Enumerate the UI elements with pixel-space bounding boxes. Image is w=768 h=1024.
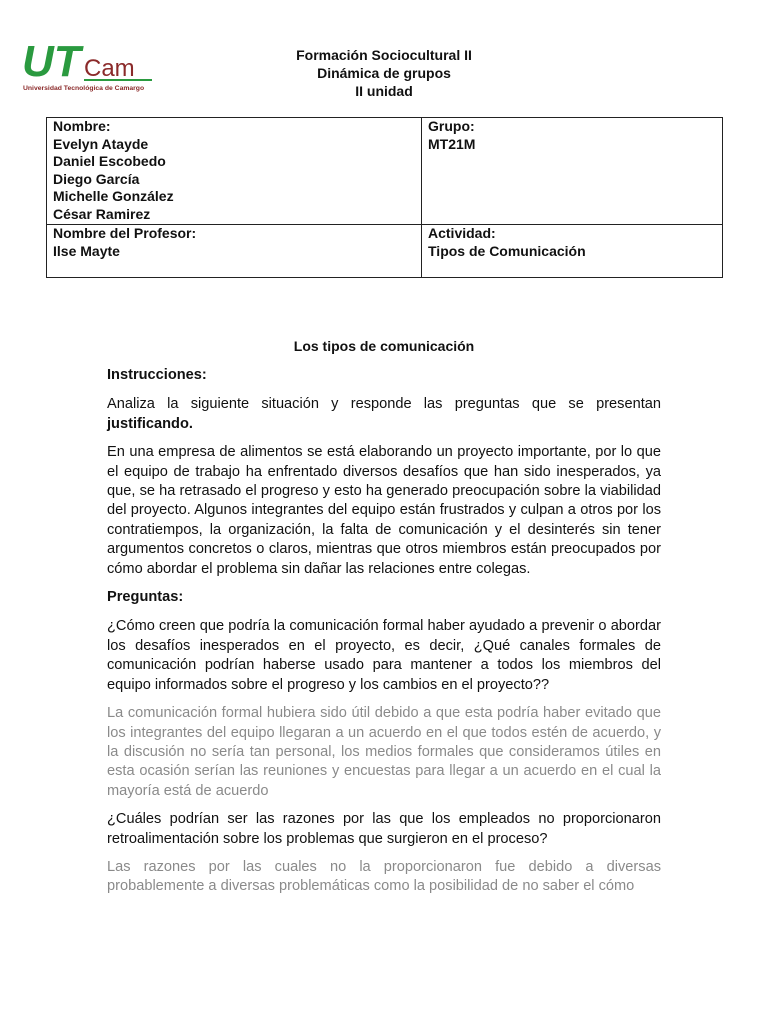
logo-ut-text: UT [22,38,81,86]
instructions-paragraph [107,395,661,434]
instructions-text: Analiza la siguiente situación y responde las preguntas que se presentan [107,396,661,413]
student-name: Evelyn Atayde [53,135,149,152]
nombre-label: Nombre: [53,118,111,134]
grupo-value: MT21M [428,135,476,152]
grupo-cell [422,118,723,225]
document-title: Los tipos de comunicación [293,338,475,354]
course-unit: II unidad [355,83,413,99]
info-row-teacher [47,225,723,278]
questions-heading: Preguntas: [107,589,184,606]
student-name: Michelle González [53,188,174,205]
question-1: ¿Cómo creen que podría la comunicación formal haber ayudado a prevenir o abordar los desafíos inesperados en el proyecto, es decir, ¿Qué canales formales de comunicación podrían haberse usado para mantener a todos los miembros del equipo informados sobre el progreso y los cambios en el proyecto?? [107,618,661,693]
profesor-cell [47,225,422,278]
info-table [46,117,723,278]
profesor-label: Nombre del Profesor: [53,225,197,241]
course-header [0,46,768,100]
student-name: César Ramirez [53,205,151,222]
students-cell [47,118,422,225]
answer-1: La comunicación formal hubiera sido útil debido a que esta podría haber evitado que los integrantes del equipo llegaran a un acuerdo en el que todos estén de acuerdo, y la discusión no sería tan personal, los medios formales que consideramos útiles en esta ocasión serían las reuniones y encuestas para llegar a un acuerdo en el cual la mayoría está de acuerdo [107,705,661,799]
student-name: Daniel Escobedo [53,153,166,170]
situation-paragraph: En una empresa de alimentos se está elaborando un proyecto importante, por lo que el equipo de trabajo ha enfrentado diversos desafíos que han sido inesperados, ya que, se ha retrasado el progreso y esto ha generado preocupación sobre la viabilidad del proyecto. Algunos integrantes del equipo están frustrados y culpan a otros por los contratiempos, la organización, la falta de comunicación y el desinterés sin tener argumentos concretos o claros, mientras que otros miembros están preocupados por cómo abordar el problema sin dañar las relaciones entre colegas. [107,444,661,577]
instructions-emphasis: justificando. [107,415,193,432]
info-row-students [47,118,723,225]
question-2: ¿Cuáles podrían ser las razones por las que los empleados no proporcionaron retroalimentación sobre los problemas que surgieron en el proceso? [107,811,661,847]
actividad-value: Tipos de Comunicación [428,242,586,259]
logo-tagline: Universidad Tecnológica de Camargo [23,85,145,92]
profesor-value: Ilse Mayte [53,242,120,259]
course-name: Formación Sociocultural II [296,47,472,63]
document-body [107,366,661,906]
course-subject: Dinámica de grupos [317,65,451,81]
answer-2: Las razones por las cuales no la proporcionaron fue debido a diversas probablemente a diversas problemáticas como la posibilidad de no saber el cómo [107,858,661,895]
instructions-heading: Instrucciones: [107,367,207,383]
logo-cam-text: Cam [84,55,135,82]
actividad-cell [422,225,723,278]
grupo-label: Grupo: [428,118,475,134]
student-name: Diego García [53,170,140,187]
actividad-label: Actividad: [428,225,496,241]
